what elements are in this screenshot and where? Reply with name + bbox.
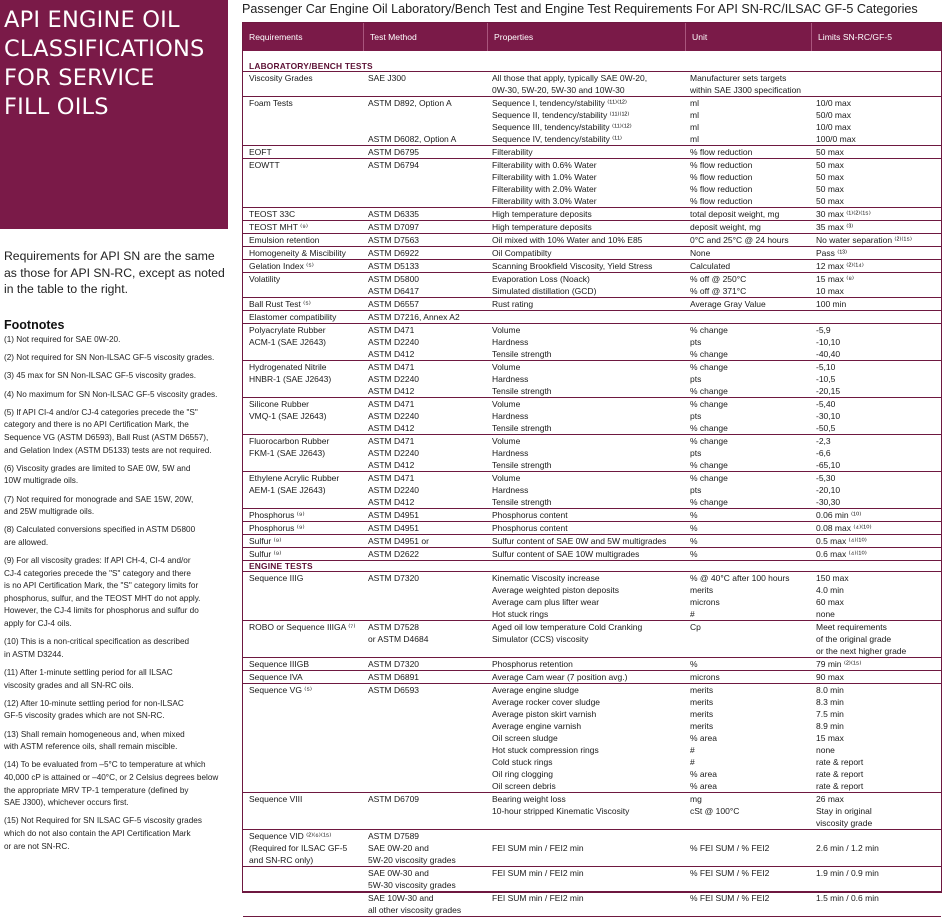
table-cell: 30 max ⁽¹⁾⁽²⁾⁽¹⁵⁾ xyxy=(816,209,871,219)
table-cell: % off @ 250°C % off @ 371°C xyxy=(690,274,747,296)
table-cell: Homogeneity & Miscibility xyxy=(249,248,346,258)
page-title-line: FILL OILS xyxy=(4,94,109,120)
footnote: (7) Not required for monograde and SAE 15W, 20W, and 25W multigrade oils. xyxy=(4,494,194,517)
table-cell: ASTM D6593 xyxy=(368,685,420,695)
table-cell: 10/0 max 50/0 max 10/0 max 100/0 max xyxy=(816,98,856,144)
table-cell: Volume Hardness Tensile strength xyxy=(492,325,552,359)
table-cell: TEOST MHT ⁽⁹⁾ xyxy=(249,222,308,232)
table-cell: Volume Hardness Tensile strength xyxy=(492,436,552,470)
table-cell: ASTM D4951 xyxy=(368,523,420,533)
hero-banner xyxy=(0,0,228,229)
table-row xyxy=(243,472,941,509)
table-cell: Gelation Index ⁽⁵⁾ xyxy=(249,261,314,271)
column-header: Properties xyxy=(488,23,686,51)
table-row xyxy=(243,298,941,311)
table-row xyxy=(243,159,941,208)
table-cell: ASTM D7589 SAE 0W-20 and 5W-20 viscosity grades xyxy=(368,831,456,865)
footnote: (2) Not required for SN Non-ILSAC GF-5 viscosity grades. xyxy=(4,353,215,363)
table-cell: total deposit weight, mg xyxy=(690,209,780,219)
table-cell: Sulfur ⁽⁹⁾ xyxy=(249,549,282,559)
table-cell: % xyxy=(690,549,698,559)
footnote: (8) Calculated conversions specified in ASTM D5800 are allowed. xyxy=(4,525,196,547)
table-cell: Average engine sludge Average rocker cover sludge Average piston skirt varnish Average engine varnish Oil screen sludge Hot stuck compression rings Cold stuck rings Oil ring clogging Oil screen debris xyxy=(492,685,601,791)
table-cell: FEI SUM min / FEI2 min xyxy=(492,843,584,853)
footnote: (9) For all viscosity grades: If API CH-4, CI-4 and/or CJ-4 categories precede the "S" category and there is no API Certification Mark, the "S" category limits for phosphorus, sulfur, and the TEOST MHT do not apply. However, the CJ-4 limits for phosphorus and sulfur do apply for CJ-4 oils. xyxy=(4,556,201,629)
table-cell: High temperature deposits xyxy=(492,209,592,219)
footnote: (10) This is a non-critical specification as described in ASTM D3244. xyxy=(4,637,190,659)
table-cell: Emulsion retention xyxy=(249,235,320,245)
table-cell: 50 max 50 max 50 max 50 max xyxy=(816,160,844,206)
table-cell: ASTM D7097 xyxy=(368,222,420,232)
table-cell: ROBO or Sequence IIIGA ⁽⁷⁾ xyxy=(249,622,356,632)
table-cell: Polyacrylate Rubber ACM-1 (SAE J2643) xyxy=(249,325,326,347)
table-cell: ASTM D471 ASTM D2240 ASTM D412 xyxy=(368,473,420,507)
table-cell: 79 min ⁽²⁾⁽¹⁵⁾ xyxy=(816,659,862,669)
table-cell: ASTM D471 ASTM D2240 ASTM D412 xyxy=(368,362,420,396)
table-cell: ASTM D6922 xyxy=(368,248,420,258)
table-cell: Filterability with 0.6% Water Filterability with 1.0% Water Filterability with 2.0% Water Filterability with 3.0% Water xyxy=(492,160,597,206)
table-cell: EOWTT xyxy=(249,160,280,170)
table-cell: Volume Hardness Tensile strength xyxy=(492,362,552,396)
footnote: (11) After 1-minute settling period for all ILSAC viscosity grades and all SN-RC oils. xyxy=(4,668,173,690)
table-cell xyxy=(686,311,812,323)
table-cell xyxy=(812,311,941,323)
footnote: (4) No maximum for SN Non-ILSAC GF-5 viscosity grades. xyxy=(4,389,218,399)
table-cell: ASTM D7563 xyxy=(368,235,420,245)
table-row xyxy=(243,247,941,260)
table-cell: TEOST 33C xyxy=(249,209,296,219)
table-cell: % FEI SUM / % FEI2 xyxy=(690,893,770,903)
table-cell: ml ml ml ml xyxy=(690,98,699,144)
table-cell: Rust rating xyxy=(492,299,534,309)
table-cell: ASTM D2622 xyxy=(368,549,420,559)
table-cell: Cp xyxy=(690,622,701,632)
table-cell: 35 max ⁽³⁾ xyxy=(816,222,854,232)
table-cell: ASTM D4951 or xyxy=(368,536,429,546)
table-cell: Ethylene Acrylic Rubber AEM-1 (SAE J2643) xyxy=(249,473,340,495)
table-cell: SAE 0W-30 and 5W-30 viscosity grades xyxy=(368,868,456,890)
table-cell: ASTM D471 ASTM D2240 ASTM D412 xyxy=(368,325,420,359)
footnote: (13) Shall remain homogeneous and, when mixed with ASTM reference oils, shall remain miscible. xyxy=(4,729,185,752)
table-cell: Volume Hardness Tensile strength xyxy=(492,399,552,433)
table-cell xyxy=(812,72,941,96)
table-cell: Sulfur ⁽⁹⁾ xyxy=(249,536,282,546)
table-cell: ASTM D6795 xyxy=(368,147,420,157)
table-cell: Sequence VID ⁽²⁾⁽⁶⁾⁽¹⁵⁾ (Required for ILSAC GF-5 and SN-RC only) xyxy=(249,831,348,865)
table-cell: SAE J300 xyxy=(368,73,406,83)
table-cell: Phosphorus content xyxy=(492,523,568,533)
table-cell: None xyxy=(690,248,711,258)
table-row xyxy=(243,658,941,671)
table-cell: 150 max 4.0 min 60 max none xyxy=(816,573,849,619)
table-cell: Oil mixed with 10% Water and 10% E85 xyxy=(492,235,643,245)
footnotes-heading: Footnotes xyxy=(4,318,65,332)
table-row xyxy=(243,548,941,561)
table-cell: No water separation ⁽²⁾⁽¹⁵⁾ xyxy=(816,235,912,245)
table-cell: ASTM D6709 xyxy=(368,794,420,804)
table-cell: -5,30 -20,10 -30,30 xyxy=(816,473,841,507)
table-row xyxy=(243,793,941,830)
page-title-line: CLASSIFICATIONS xyxy=(4,36,205,62)
table-cell: 100 min xyxy=(816,299,847,309)
table-cell: Sequence IVA xyxy=(249,672,303,682)
table-cell: Sequence IIIGB xyxy=(249,659,310,669)
table-cell: 0.6 max ⁽⁴⁾⁽¹⁰⁾ xyxy=(816,549,867,559)
table-cell: ASTM D892, Option A ASTM D6082, Option A xyxy=(368,98,457,144)
page-title-line: FOR SERVICE xyxy=(4,65,155,91)
table-row xyxy=(243,435,941,472)
table-cell: -5,9 -10,10 -40,40 xyxy=(816,325,841,359)
table-cell: -5,40 -30,10 -50,5 xyxy=(816,399,841,433)
table-cell: Phosphorus ⁽⁹⁾ xyxy=(249,523,305,533)
table-cell: 0.08 max ⁽⁴⁾⁽¹⁰⁾ xyxy=(816,523,872,533)
table-cell: ASTM D6794 xyxy=(368,160,420,170)
table-cell: Average Gray Value xyxy=(690,299,766,309)
table-cell: 1.5 min / 0.6 min xyxy=(816,893,879,903)
table-cell: Manufacturer sets targets within SAE J300 specification xyxy=(690,73,802,95)
table-cell: % flow reduction xyxy=(690,147,753,157)
table-row xyxy=(243,830,941,867)
table-cell: Aged oil low temperature Cold Cranking Simulator (CCS) viscosity xyxy=(492,622,643,644)
table-cell: ASTM D7320 xyxy=(368,659,420,669)
table-row xyxy=(243,867,941,892)
footnote: (14) To be evaluated from –5°C to temperature at which 40,000 cP is attained or –40°C, or 2 Celsius degrees below the appropriate MRV TP-1 temperature (defined by SAE J300), whichever occurs first. xyxy=(4,760,219,808)
table-row xyxy=(243,221,941,234)
column-header: Requirements xyxy=(243,23,364,51)
table-cell: All those that apply, typically SAE 0W-20, 0W-30, 5W-20, 5W-30 and 10W-30 xyxy=(492,73,648,95)
column-header: Limits SN-RC/GF-5 xyxy=(818,32,893,42)
table-row xyxy=(243,522,941,535)
table-row xyxy=(243,361,941,398)
intro-text: Requirements for API SN are the same as those for API SN-RC, except as noted in the table to the right. xyxy=(4,249,225,296)
table-cell: 15 max ⁽⁸⁾ 10 max xyxy=(816,274,854,296)
table-cell: 0.5 max ⁽⁴⁾⁽¹⁰⁾ xyxy=(816,536,867,546)
table-cell: FEI SUM min / FEI2 min xyxy=(492,893,584,903)
table-cell: Hydrogenated Nitrile HNBR-1 (SAE J2643) xyxy=(249,362,332,384)
table-cell: % change pts % change xyxy=(690,362,728,396)
table-cell: -2,3 -6,6 -65,10 xyxy=(816,436,841,470)
table-cell: Scanning Brookfield Viscosity, Yield Stress xyxy=(492,261,653,271)
table-cell: ASTM D7216, Annex A2 xyxy=(368,312,460,322)
table-cell: FEI SUM min / FEI2 min xyxy=(492,868,584,878)
table-cell: % xyxy=(690,536,698,546)
footnote: (5) If API CI-4 and/or CJ-4 categories precede the "S" category and there is no API Certification Mark, the Sequence VG (ASTM D6593), Ball Rust (ASTM D6557), and Gelation Index (ASTM D5133) tests are not required. xyxy=(4,407,212,455)
table-cell: ASTM D5800 ASTM D6417 xyxy=(368,274,420,296)
table-cell: % flow reduction % flow reduction % flow reduction % flow reduction xyxy=(690,160,753,206)
table-cell: Volume Hardness Tensile strength xyxy=(492,473,552,507)
table-row xyxy=(243,260,941,273)
table-cell: Phosphorus content xyxy=(492,510,568,520)
table-row xyxy=(243,509,941,522)
table-cell: Filterability xyxy=(492,147,533,157)
table-cell: Sequence VG ⁽⁵⁾ xyxy=(249,685,312,695)
table-cell: % change pts % change xyxy=(690,436,728,470)
table-cell: 0°C and 25°C @ 24 hours xyxy=(690,235,789,245)
table-row xyxy=(243,621,941,658)
table-cell: ASTM D471 ASTM D2240 ASTM D412 xyxy=(368,399,420,433)
table-cell: mg cSt @ 100°C xyxy=(690,794,740,816)
section-heading: ENGINE TESTS xyxy=(243,561,941,572)
table-cell: % FEI SUM / % FEI2 xyxy=(690,868,770,878)
table-cell: ASTM D4951 xyxy=(368,510,420,520)
table-cell xyxy=(488,311,686,323)
table-cell: % xyxy=(690,659,698,669)
footnote: (6) Viscosity grades are limited to SAE 0W, 5W and 10W multigrade oils. xyxy=(4,463,191,486)
table-cell: 90 max xyxy=(816,672,844,682)
table-cell: Calculated xyxy=(690,261,731,271)
table-spacer xyxy=(243,51,941,61)
table-cell: % change pts % change xyxy=(690,399,728,433)
footnotes-list xyxy=(4,334,226,859)
table-row xyxy=(243,535,941,548)
column-header: Test Method xyxy=(364,23,488,51)
table-cell xyxy=(243,892,364,916)
table-cell: % @ 40°C after 100 hours merits microns # xyxy=(690,573,790,619)
table-header xyxy=(243,23,941,51)
table-row xyxy=(243,208,941,221)
table-cell: ASTM D7528 or ASTM D4684 xyxy=(368,622,429,644)
footnote: (1) Not required for SAE 0W-20. xyxy=(4,335,121,344)
table-cell: SAE 10W-30 and all other viscosity grades xyxy=(368,893,462,915)
table-cell: % FEI SUM / % FEI2 xyxy=(690,843,770,853)
table-cell: EOFT xyxy=(249,147,272,157)
table-cell xyxy=(243,867,364,891)
table-cell: Silicone Rubber VMQ-1 (SAE J2643) xyxy=(249,399,327,421)
table-row xyxy=(243,892,941,917)
table-row xyxy=(243,146,941,159)
table-cell: Oil Compatibilty xyxy=(492,248,552,258)
table-cell: 0.06 min ⁽¹⁰⁾ xyxy=(816,510,862,520)
footnote: (3) 45 max for SN Non-ILSAC GF-5 viscosity grades. xyxy=(4,371,197,381)
table-cell: Meet requirements of the original grade or the next higher grade xyxy=(816,622,907,656)
table-cell: 50 max xyxy=(816,147,844,157)
table-row xyxy=(243,671,941,684)
table-row xyxy=(243,234,941,247)
table-row xyxy=(243,572,941,621)
table-row xyxy=(243,398,941,435)
table-cell: Viscosity Grades xyxy=(249,73,313,83)
table-row xyxy=(243,273,941,298)
footnote: (12) After 10-minute settling period for non-ILSAC GF-5 viscosity grades which are not SN-RC. xyxy=(4,698,184,721)
table-cell: 1.9 min / 0.9 min xyxy=(816,868,879,878)
table-cell: Volatility xyxy=(249,274,281,284)
table-cell: Fluorocarbon Rubber FKM-1 (SAE J2643) xyxy=(249,436,330,458)
table-cell: Sulfur content of SAE 0W and 5W multigrades xyxy=(492,536,667,546)
section-heading: LABORATORY/BENCH TESTS xyxy=(243,61,941,72)
table-title: Passenger Car Engine Oil Laboratory/Bench Test and Engine Test Requirements For API SN-RC/ILSAC GF-5 Categories xyxy=(242,2,918,16)
table-cell: Foam Tests xyxy=(249,98,293,108)
table-cell: merits merits merits merits % area # # % area % area xyxy=(690,685,717,791)
table-cell: Sequence I, tendency/stability ⁽¹¹⁾⁽¹²⁾ Sequence II, tendency/stability ⁽¹¹⁾⁽¹²⁾ Sequence III, tendency/stability ⁽¹¹⁾⁽¹²⁾ Sequence IV, tendency/stability ⁽¹¹⁾ xyxy=(492,98,632,144)
table-cell: Bearing weight loss 10-hour stripped Kinematic Viscosity xyxy=(492,794,630,816)
table-cell: microns xyxy=(690,672,720,682)
table-cell: % change pts % change xyxy=(690,473,728,507)
page-title-line: API ENGINE OIL xyxy=(4,7,180,33)
table-cell: Kinematic Viscosity increase Average weighted piston deposits Average cam plus lifter wear Hot stuck rings xyxy=(492,573,619,619)
table-cell: 12 max ⁽²⁾⁽¹⁴⁾ xyxy=(816,261,864,271)
table-cell: ASTM D6557 xyxy=(368,299,420,309)
table-cell: ASTM D6891 xyxy=(368,672,420,682)
table-row xyxy=(243,311,941,324)
footnote: (15) Not Required for SN ILSAC GF-5 viscosity grades which do not also contain the API Certification Mark or are not SN-RC. xyxy=(4,816,202,851)
table-cell: Elastomer compatibility xyxy=(249,312,337,322)
table-cell: ASTM D6335 xyxy=(368,209,420,219)
table-row xyxy=(243,684,941,793)
table-cell: -5,10 -10,5 -20,15 xyxy=(816,362,841,396)
table-row xyxy=(243,72,941,97)
table-cell: Sequence VIII xyxy=(249,794,303,804)
table-row xyxy=(243,97,941,146)
page-title xyxy=(4,6,226,122)
table-cell: ASTM D5133 xyxy=(368,261,420,271)
table-cell: Average Cam wear (7 position avg.) xyxy=(492,672,628,682)
table-cell: % xyxy=(690,523,698,533)
requirements-table xyxy=(242,22,942,915)
table-cell: ASTM D471 ASTM D2240 ASTM D412 xyxy=(368,436,420,470)
table-row xyxy=(243,324,941,361)
table-cell: 26 max Stay in original viscosity grade xyxy=(816,794,873,828)
column-header: Unit xyxy=(686,23,812,51)
table-cell: % xyxy=(690,510,698,520)
table-body xyxy=(243,51,941,917)
table-cell: Ball Rust Test ⁽⁵⁾ xyxy=(249,299,311,309)
table-cell: 8.0 min 8.3 min 7.5 min 8.9 min 15 max none rate & report rate & report rate & report xyxy=(816,685,864,791)
table-cell: Evaporation Loss (Noack) Simulated distillation (GCD) xyxy=(492,274,597,296)
table-cell: deposit weight, mg xyxy=(690,222,761,232)
table-cell: Pass ⁽¹³⁾ xyxy=(816,248,848,258)
table-cell: 2.6 min / 1.2 min xyxy=(816,843,879,853)
table-cell: % change pts % change xyxy=(690,325,728,359)
table-cell: High temperature deposits xyxy=(492,222,592,232)
table-cell: Sequence IIIG xyxy=(249,573,304,583)
table-cell: ASTM D7320 xyxy=(368,573,420,583)
table-cell: Phosphorus ⁽⁹⁾ xyxy=(249,510,305,520)
table-cell: Sulfur content of SAE 10W multigrades xyxy=(492,549,640,559)
table-cell: Phosphorus retention xyxy=(492,659,573,669)
